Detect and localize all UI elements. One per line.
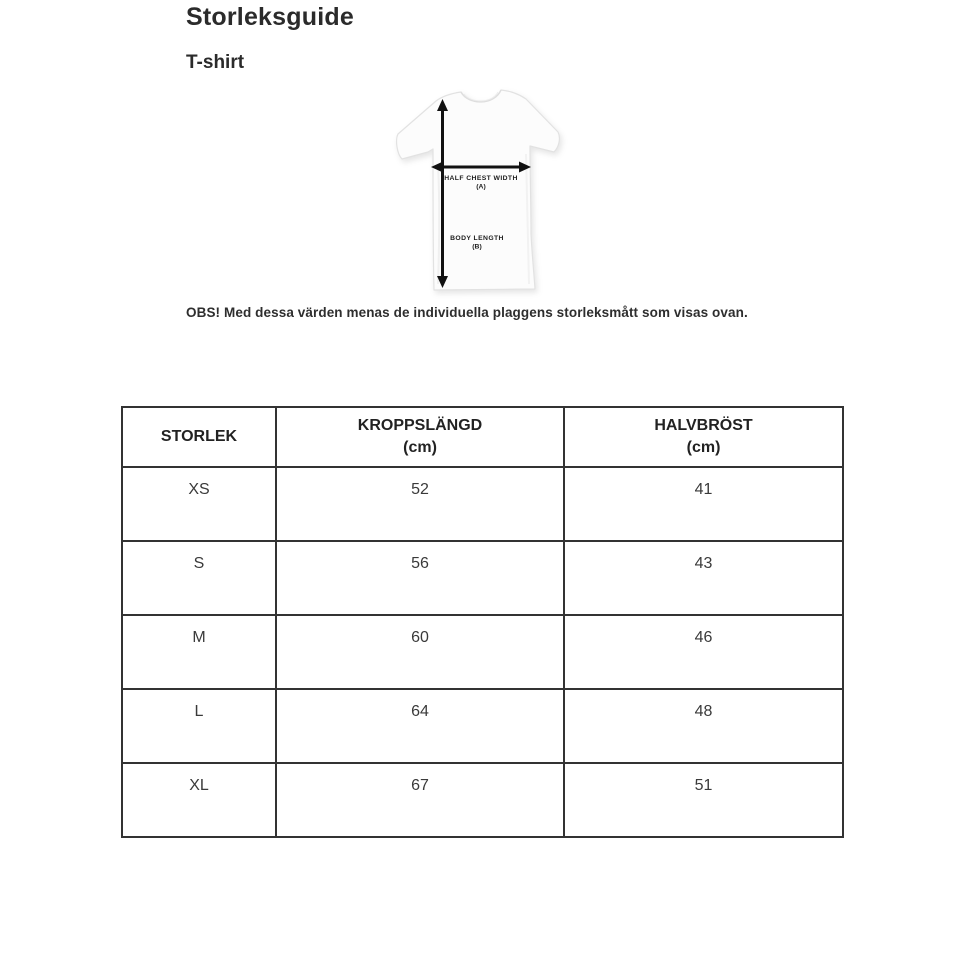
- table-header-row: [122, 407, 843, 467]
- size-table: [121, 406, 844, 838]
- size-note: OBS! Med dessa värden menas de individuella plaggens storleksmått som visas ovan.: [186, 305, 748, 320]
- size-cell: XL: [122, 763, 276, 837]
- body-length-cell: 60: [276, 615, 564, 689]
- half-chest-cell: 46: [564, 615, 843, 689]
- col-header-halvbrost: [564, 407, 843, 467]
- col-header-storlek: [122, 407, 276, 467]
- size-cell: L: [122, 689, 276, 763]
- half-chest-cell: 51: [564, 763, 843, 837]
- half-chest-cell: 48: [564, 689, 843, 763]
- body-length-cell: 67: [276, 763, 564, 837]
- col-header-kroppslangd-unit: (cm): [403, 439, 437, 456]
- table-row: [122, 689, 843, 763]
- size-cell: XS: [122, 467, 276, 541]
- product-type-label: T-shirt: [186, 52, 245, 73]
- table-row: [122, 615, 843, 689]
- page-title: Storleksguide: [186, 3, 354, 31]
- half-chest-cell: 43: [564, 541, 843, 615]
- table-row: [122, 541, 843, 615]
- body-length-cell: 52: [276, 467, 564, 541]
- col-header-kroppslangd-label: KROPPSLÄNGD: [357, 417, 483, 435]
- col-header-halvbrost-unit: (cm): [686, 439, 721, 456]
- half-chest-code-label: (A): [476, 183, 486, 191]
- table-row: [122, 467, 843, 541]
- tshirt-image: [378, 84, 608, 304]
- col-header-kroppslangd: [276, 407, 564, 467]
- body-length-cell: 64: [276, 689, 564, 763]
- body-length-code-label: (B): [472, 243, 482, 251]
- half-chest-cell: 41: [564, 467, 843, 541]
- half-chest-width-label: HALF CHEST WIDTH: [444, 175, 518, 182]
- tshirt-measurement-diagram: [378, 84, 608, 304]
- col-header-storlek-label: STORLEK: [160, 428, 238, 446]
- col-header-halvbrost-label: HALVBRÖST: [654, 417, 753, 435]
- size-cell: M: [122, 615, 276, 689]
- body-length-label: BODY LENGTH: [450, 235, 504, 242]
- body-length-cell: 56: [276, 541, 564, 615]
- size-cell: S: [122, 541, 276, 615]
- table-row: [122, 763, 843, 837]
